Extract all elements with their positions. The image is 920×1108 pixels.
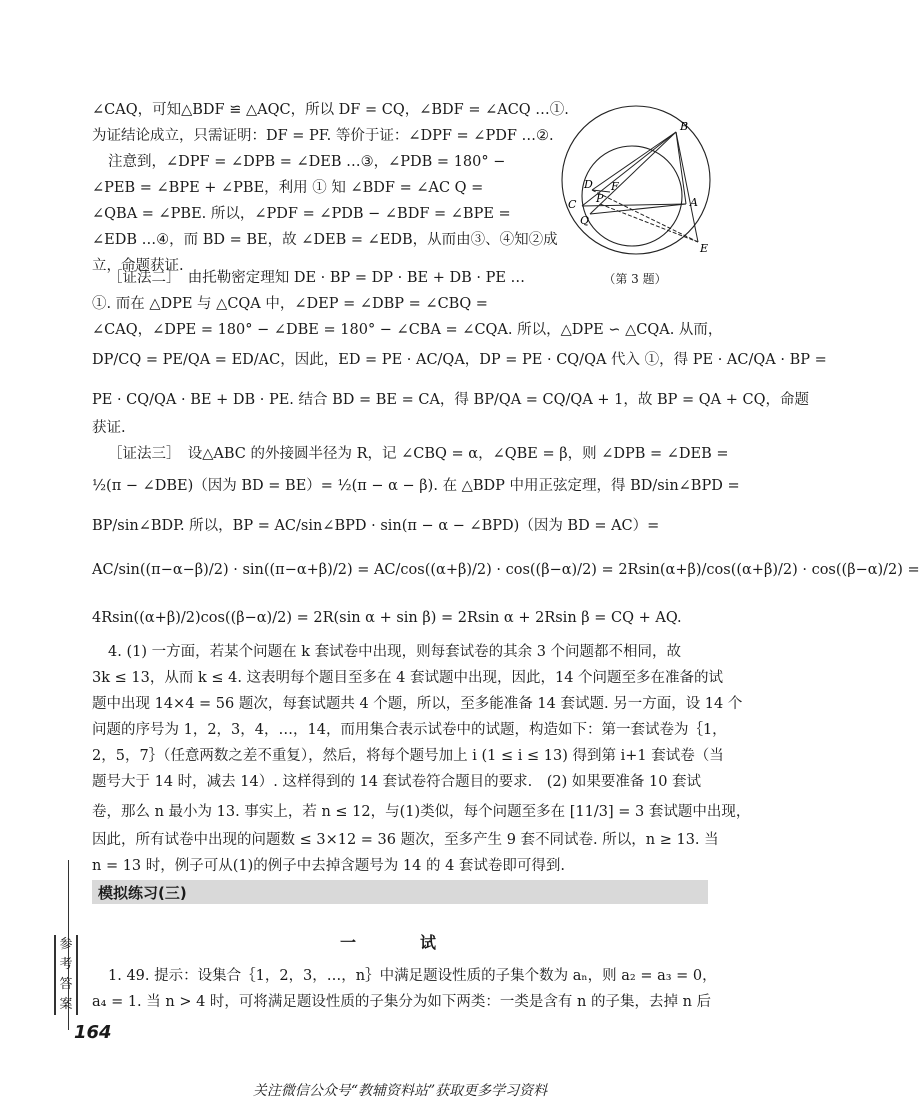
text-line: 获证. (92, 420, 126, 436)
text-line: ［证法三］ 设△ABC 的外接圆半径为 R，记 ∠CBQ = α，∠QBE = β，则 ∠DPB = ∠DEB = (108, 446, 729, 462)
text-line: 为证结论成立，只需证明：DF = PF. 等价于证：∠DPF = ∠PDF …②. (92, 128, 554, 144)
page-number: 164 (74, 1022, 112, 1043)
text-line: 3k ≤ 13，从而 k ≤ 4. 这表明每个题目至多在 4 套试题中出现，因此，14 个问题至多在准备的试 (92, 670, 724, 686)
text-line: 2，5，7｝（任意两数之差不重复），然后，将每个题号加上 i (1 ≤ i ≤ 13) 得到第 i+1 套试卷（当 (92, 748, 724, 764)
text-line: 题号大于 14 时，减去 14）. 这样得到的 14 套试卷符合题目的要求. (2) 如果要准备 10 套试 (92, 774, 702, 790)
label-p: P (596, 192, 604, 205)
text-line: 立，命题获证. (92, 258, 184, 274)
side-tab-char: 答 (59, 977, 73, 992)
geometry-figure (556, 100, 716, 270)
math-line: DP/CQ = PE/QA = ED/AC，因此，ED = PE · AC/QA，DP = PE · CQ/QA 代入 ①，得 PE · AC/QA · BP = (92, 352, 827, 368)
text-line: 1. 49. 提示：设集合｛1，2，3，…，n｝中满足题设性质的子集个数为 aₙ，则 a₂ = a₃ = 0， (108, 968, 717, 984)
math-line: ½(π − ∠DBE)（因为 BD = BE）= ½(π − α − β). 在 △BDP 中用正弦定理，得 BD/sin∠BPD = (92, 478, 740, 494)
section-title: 模拟练习(三) (98, 884, 187, 902)
side-tab (54, 935, 78, 1015)
text-line: 题中出现 14×4 = 56 题次，每套试题共 4 个题，所以，至多能准备 14 套试题. 另一方面，设 14 个 (92, 696, 743, 712)
text-line: ［证法二］ 由托勒密定理知 DE · BP = DP · BE + DB · PE … (108, 270, 526, 286)
label-a: A (690, 196, 698, 209)
math-line: AC/sin((π−α−β)/2) · sin((π−α+β)/2) = AC/cos((α+β)/2) · cos((β−α)/2) = 2Rsin(α+β)/cos((α+β)/2) · cos((β−α)/2) = (92, 562, 920, 578)
math-line: PE · CQ/QA · BE + DB · PE. 结合 BD = BE = CA，得 BP/QA = CQ/QA + 1，故 BP = QA + CQ，命题 (92, 392, 809, 408)
text-line: n = 13 时，例子可从(1)的例子中去掉含题号为 14 的 4 套试卷即可得到. (92, 858, 566, 874)
text-line: 因此，所有试卷中出现的问题数 ≤ 3×12 = 36 题次，至多产生 9 套不同试卷. 所以，n ≥ 13. 当 (92, 832, 719, 848)
text-line: ∠EDB …④，而 BD = BE，故 ∠DEB = ∠EDB，从而由③、④知②成 (92, 232, 558, 248)
side-tab-char: 参 (59, 937, 73, 952)
figure-caption: （第 3 题） (603, 272, 667, 286)
footer-note: 关注微信公众号“教辅资料站”获取更多学习资料 (252, 1083, 548, 1099)
side-tab-char: 案 (59, 997, 73, 1012)
segment-bd (592, 132, 676, 190)
label-d: D (584, 178, 593, 191)
text-line: ∠CAQ，∠DPE = 180° − ∠DBE = 180° − ∠CBA = ∠CQA. 所以，△DPE ∽ △CQA. 从而， (92, 322, 723, 338)
text-line: ∠PEB = ∠BPE + ∠PBE，利用 ① 知 ∠BDF = ∠AC Q = (92, 180, 484, 196)
side-tab-char: 考 (59, 957, 73, 972)
text-line: ①. 而在 △DPE 与 △CQA 中，∠DEP = ∠DBP = ∠CBQ = (92, 296, 488, 312)
text-line: ∠CAQ，可知△BDF ≌ △AQC，所以 DF = CQ，∠BDF = ∠ACQ …①. (92, 102, 569, 118)
text-line: 问题的序号为 1，2，3，4，…，14，而用集合表示试卷中的试题，构造如下：第一套试卷为｛1， (92, 722, 727, 738)
label-q: Q (580, 214, 590, 227)
text-line: a₄ = 1. 当 n > 4 时，可将满足题设性质的子集分为如下两类：一类是含有 n 的子集，去掉 n 后 (92, 994, 712, 1010)
text-line: 4. (1) 一方面，若某个问题在 k 套试卷中出现，则每套试卷的其余 3 个问题都不相同，故 (108, 644, 682, 660)
part-heading: 一 试 (339, 933, 460, 952)
text-line: ∠QBA = ∠PBE. 所以，∠PDF = ∠PDB − ∠BDF = ∠BPE = (92, 206, 511, 222)
segment-ba (676, 132, 686, 204)
text-line: 卷，那么 n 最小为 13. 事实上，若 n ≤ 12，与(1)类似，每个问题至多在 [11/3] = 3 套试题中出现， (92, 804, 751, 820)
label-e: E (700, 242, 709, 255)
label-f: F (611, 180, 619, 193)
math-line: 4Rsin((α+β)/2)cos((β−α)/2) = 2R(sin α + sin β) = 2Rsin α + 2Rsin β = CQ + AQ. (92, 610, 682, 626)
label-c: C (568, 198, 577, 211)
label-b: B (680, 120, 689, 133)
math-line: BP/sin∠BDP. 所以，BP = AC/sin∠BPD · sin(π − α − ∠BPD)（因为 BD = AC）= (92, 518, 660, 534)
text-line: 注意到，∠DPF = ∠DPB = ∠DEB …③，∠PDB = 180° − (108, 154, 506, 170)
segment-be (676, 132, 698, 242)
section-bar (92, 880, 708, 904)
